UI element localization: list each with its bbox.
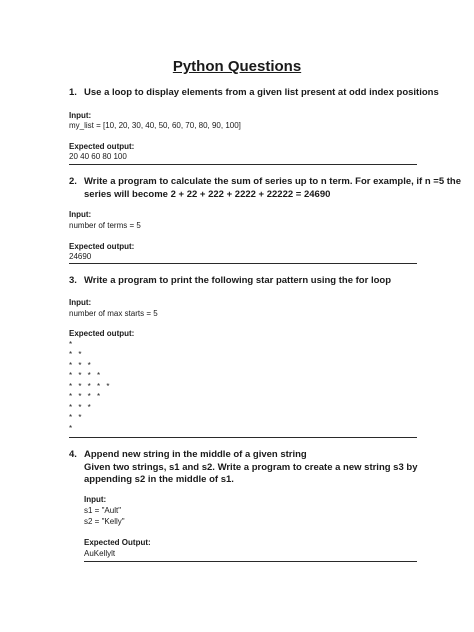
star-pattern-row: * * xyxy=(69,413,84,422)
question-2-number: 2. xyxy=(69,176,77,187)
question-2-text-line-2: series will become 2 + 22 + 222 + 2222 + 22222 = 24690 xyxy=(84,189,331,200)
question-3-text: Write a program to print the following star pattern using the for loop xyxy=(84,275,391,286)
question-4-number: 4. xyxy=(69,449,77,460)
question-1-number: 1. xyxy=(69,87,77,98)
question-1-divider xyxy=(69,164,417,165)
question-3-divider xyxy=(69,437,417,438)
question-4-output-value: AuKellylt xyxy=(84,549,116,558)
star-pattern-row: * * * xyxy=(69,361,93,370)
question-2-text-line-1: Write a program to calculate the sum of series up to n term. For example, if n =5 the xyxy=(84,176,462,187)
star-pattern-row: * xyxy=(69,340,75,349)
question-4-text-line-1: Given two strings, s1 and s2. Write a program to create a new string s3 by xyxy=(84,462,418,473)
question-2-input-label: Input: xyxy=(69,210,92,219)
question-1-text: Use a loop to display elements from a given list present at odd index positions xyxy=(84,87,439,98)
question-4-divider xyxy=(84,561,417,562)
question-4-output-label: Expected Output: xyxy=(84,538,151,547)
question-2-output-label: Expected output: xyxy=(69,242,135,251)
star-pattern-row: * * * * xyxy=(69,371,103,380)
question-1-output-value: 20 40 60 80 100 xyxy=(69,152,127,161)
star-pattern-row: * * * * * xyxy=(69,382,112,391)
question-2-output-value: 24690 xyxy=(69,252,92,261)
question-4-input-value-2: s2 = "Kelly" xyxy=(84,517,125,526)
question-1-input-value: my_list = [10, 20, 30, 40, 50, 60, 70, 80, 90, 100] xyxy=(69,121,241,130)
question-1-input-label: Input: xyxy=(69,111,92,120)
question-1-output-label: Expected output: xyxy=(69,142,135,151)
star-pattern-row: * xyxy=(69,424,75,433)
question-2-divider xyxy=(69,263,417,264)
question-2-input-value: number of terms = 5 xyxy=(69,221,141,230)
question-3-input-label: Input: xyxy=(69,298,92,307)
question-3-number: 3. xyxy=(69,275,77,286)
question-4-input-label: Input: xyxy=(84,495,107,504)
star-pattern-row: * * * xyxy=(69,403,93,412)
question-4-heading: Append new string in the middle of a given string xyxy=(84,449,307,460)
page-title: Python Questions xyxy=(172,58,302,75)
star-pattern-row: * * * * xyxy=(69,392,103,401)
question-4-input-value-1: s1 = "Ault" xyxy=(84,506,122,515)
question-3-input-value: number of max starts = 5 xyxy=(69,309,158,318)
question-4-text-line-2: appending s2 in the middle of s1. xyxy=(84,474,234,485)
question-3-output-label: Expected output: xyxy=(69,329,135,338)
star-pattern-row: * * xyxy=(69,350,84,359)
